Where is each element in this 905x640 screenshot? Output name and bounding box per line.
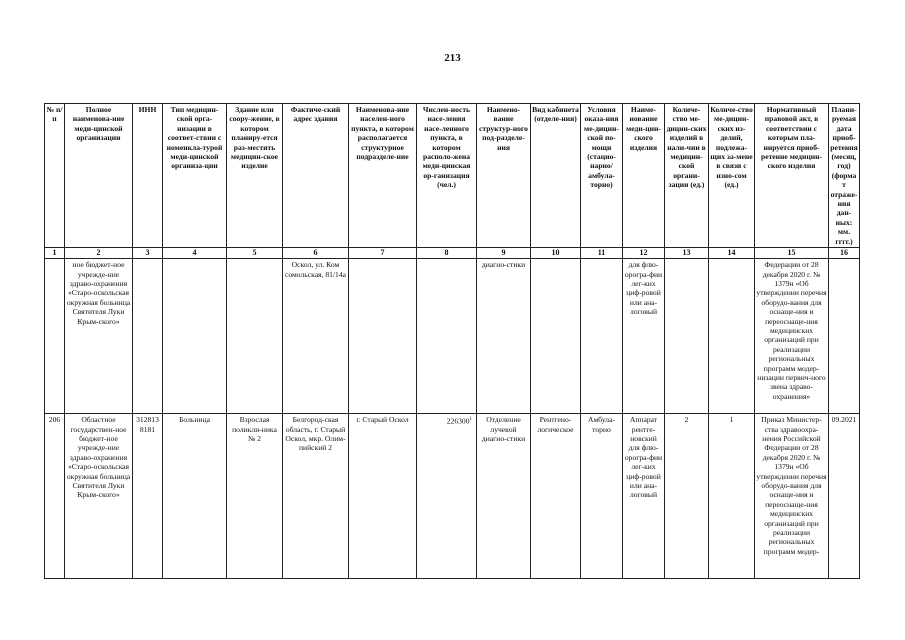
page-number: 213 bbox=[444, 52, 461, 64]
column-number: 4 bbox=[163, 248, 227, 259]
cell-subdivision: Отделение лучевой диагно-стики bbox=[477, 414, 531, 579]
header-cell: Условия оказа-ния ме-дицин-ской по-мощи (стацио-нарно/ амбула-торно) bbox=[581, 104, 623, 248]
cell-settlement: г. Старый Оскол bbox=[349, 414, 417, 579]
footnote-marker: 1 bbox=[469, 417, 472, 423]
cell-device-name: для флю-орогра-фии лег-ких циф-ровой или ана-логовый bbox=[623, 259, 665, 414]
column-number: 5 bbox=[227, 248, 283, 259]
cell-purchase-date: 09.2021 bbox=[829, 414, 860, 579]
column-number: 7 bbox=[349, 248, 417, 259]
header-cell: Тип медицин-ской орга-низации в соответ-ствии с номенкла-турой меди-цинской организа-ции bbox=[163, 104, 227, 248]
cell-org-type: Больница bbox=[163, 414, 227, 579]
header-cell: ИНН bbox=[133, 104, 163, 248]
header-cell: Количе-ство ме-дицин-ских изделий в нали-чии в медицин-ской органи-зации (ед.) bbox=[665, 104, 709, 248]
header-cell: Наименова-ние населен-ного пункта, в котором располагается структурное подразделе-ние bbox=[349, 104, 417, 248]
cell-subdivision: диагно-стики bbox=[477, 259, 531, 414]
column-number: 8 bbox=[417, 248, 477, 259]
header-cell: Фактиче-ский адрес здания bbox=[283, 104, 349, 248]
population-value: 226300 bbox=[446, 416, 470, 426]
column-number: 1 bbox=[45, 248, 65, 259]
equipment-table bbox=[44, 103, 860, 579]
cell-population bbox=[417, 259, 477, 414]
header-cell: Здание или соору-жение, в котором планиру-ется раз-местить медицин-ское изделие bbox=[227, 104, 283, 248]
cell-settlement bbox=[349, 259, 417, 414]
header-cell: № п/п bbox=[45, 104, 65, 248]
table-header-row bbox=[45, 104, 860, 248]
column-number-row bbox=[45, 248, 860, 259]
cell-address: Белгород-ская область, г. Старый Оскол, мкр. Олим-пийский 2 bbox=[283, 414, 349, 579]
header-cell: Вид кабинета (отделе-ния) bbox=[531, 104, 581, 248]
header-cell: Наиме-нование меди-цин-ского изделия bbox=[623, 104, 665, 248]
table-row bbox=[45, 414, 860, 579]
header-cell: Плани-руемая дата приоб-ретения (месяц, год) (формат отраже-ния дан-ных: мм. гггг.) bbox=[830, 105, 858, 246]
cell-cabinet-type: Рентгено-логическое bbox=[531, 414, 581, 579]
column-number: 16 bbox=[829, 248, 860, 259]
header-cell: Числен-ность насе-ления насе-ленного пункта, в котором располо-жена меди-цинская ор-ганизация (чел.) bbox=[417, 104, 477, 248]
cell-care-conditions: Амбула-торно bbox=[581, 414, 623, 579]
header-cell: Наимено-вание структур-ного под-разделе-ния bbox=[477, 104, 531, 248]
column-number: 2 bbox=[65, 248, 133, 259]
cell-cabinet-type bbox=[531, 259, 581, 414]
cell-building: Взрослая поликли-ника № 2 bbox=[227, 414, 283, 579]
cell-replace-count bbox=[709, 259, 755, 414]
cell-replace-count: 1 bbox=[709, 414, 755, 579]
cell-legal-act: Приказ Министер-ства здравоохра-нения Российской Федерации от 28 декабря 2020 г. № 1379н «Об утверждении перечня оборудо-вания для оснаще-ния и переоснаще-ния медицинских организаций при реализации региональных программ модер- bbox=[755, 414, 829, 579]
column-number: 11 bbox=[581, 248, 623, 259]
cell-org-type bbox=[163, 259, 227, 414]
header-cell: Полное наименова-ние меди-цинской организации bbox=[65, 104, 133, 248]
cell-care-conditions bbox=[581, 259, 623, 414]
cell-address: Оскол, ул. Ком сомольская, 81/14а bbox=[283, 259, 349, 414]
column-number: 15 bbox=[755, 248, 829, 259]
column-number: 12 bbox=[623, 248, 665, 259]
cell-building bbox=[227, 259, 283, 414]
cell-inn: 312813 8181 bbox=[133, 414, 163, 579]
cell-device-name: Аппарат рентге-новский для флю-орогра-фии лег-ких циф-ровой или ана-логовый bbox=[623, 414, 665, 579]
cell-purchase-date bbox=[829, 259, 860, 414]
column-number: 13 bbox=[665, 248, 709, 259]
column-number: 10 bbox=[531, 248, 581, 259]
column-number: 3 bbox=[133, 248, 163, 259]
cell-device-count: 2 bbox=[665, 414, 709, 579]
column-number: 14 bbox=[709, 248, 755, 259]
cell-device-count bbox=[665, 259, 709, 414]
cell-population bbox=[417, 414, 477, 579]
table-row bbox=[45, 259, 860, 414]
cell-number bbox=[45, 259, 65, 414]
column-number: 9 bbox=[477, 248, 531, 259]
cell-number: 206 bbox=[45, 414, 65, 579]
header-cell: Нормативный правовой акт, в соответствии с которым пла-нируется приоб-ретение медицин-ского изделия bbox=[755, 104, 829, 248]
cell-inn bbox=[133, 259, 163, 414]
cell-organization: ное бюджет-ное учрежде-ние здраво-охранения «Старо-оскольская окружная больница Святителя Луки Крым-ского» bbox=[65, 259, 133, 414]
column-number: 6 bbox=[283, 248, 349, 259]
cell-organization: Областное государствен-ное бюджет-ное учрежде-ние здраво-охранения «Старо-оскольская окружная больница Святителя Луки Крым-ского» bbox=[65, 414, 133, 579]
cell-legal-act: Федерации от 28 декабря 2020 г. № 1379н «Об утверждении перечня оборудо-вания для оснаще-ния и переоснаще-ния медицинских организаций при реализации региональных программ модер-низации первич-ного звена здраво-охранения» bbox=[755, 259, 829, 414]
header-cell: Количе-ство ме-дицин-ских из-делий, подлежа-щих за-мене в связи с изно-сом (ед.) bbox=[709, 104, 755, 248]
